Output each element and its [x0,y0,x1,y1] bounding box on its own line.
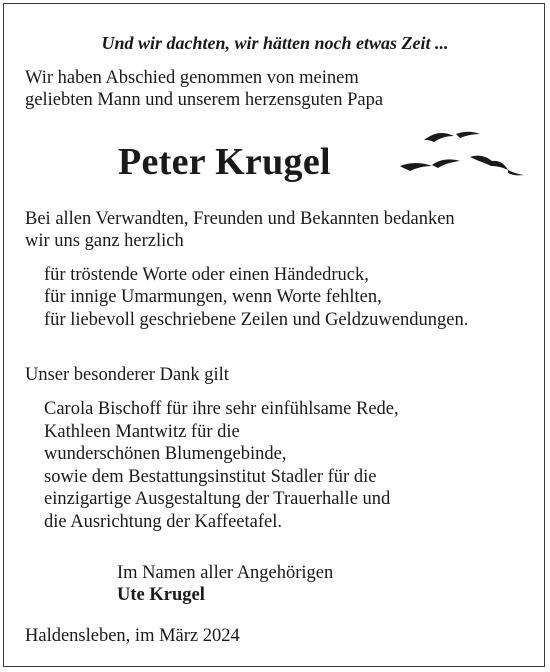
special-thanks-heading: Unser besonderer Dank gilt [25,365,229,385]
thanks-item-1: für tröstende Worte oder einen Händedruck, [44,265,369,285]
special-thanks-line-3: wunderschönen Blumengebinde, [44,444,287,464]
thanks-intro-line-2: wir uns ganz herzlich [25,231,184,251]
special-thanks-line-4: sowie dem Bestattungsinstitut Stadler für die [44,467,377,487]
deceased-name: Peter Krugel [118,141,331,183]
special-thanks-line-5: einzigartige Ausgestaltung der Trauerhalle und [44,489,391,509]
intro-line-2: geliebten Mann und unserem herzensguten Papa [25,90,384,110]
place-date: Haldensleben, im März 2024 [25,626,240,646]
special-thanks-line-6: die Ausrichtung der Kaffeetafel. [44,512,283,532]
signature-name: Ute Krugel [117,585,205,605]
special-thanks-line-1: Carola Bischoff für ihre sehr einfühlsame Rede, [44,399,399,419]
thanks-item-2: für innige Umarmungen, wenn Worte fehlten, [44,287,382,307]
special-thanks-line-2: Kathleen Mantwitz für die [44,422,240,442]
signature-intro: Im Namen aller Angehörigen [117,563,334,583]
flying-birds-icon [398,128,530,184]
thanks-item-3: für liebevoll geschriebene Zeilen und Geldzuwendungen. [44,310,469,330]
thanks-intro-line-1: Bei allen Verwandten, Freunden und Bekannten bedanken [25,209,455,229]
motto: Und wir dachten, wir hätten noch etwas Zeit ... [101,33,449,53]
intro-line-1: Wir haben Abschied genommen von meinem [25,68,359,88]
